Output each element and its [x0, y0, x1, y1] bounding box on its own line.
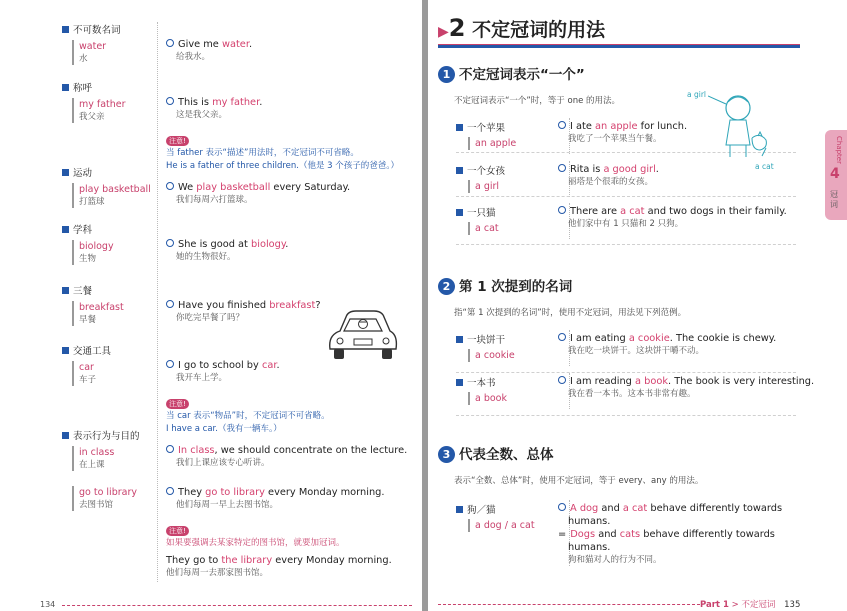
equals-sign: =: [558, 529, 567, 540]
footer-part: Part 1: [700, 600, 729, 610]
plain-text: There are: [570, 206, 621, 217]
example-sentence: [166, 238, 288, 251]
highlight-text: play basketball: [196, 182, 271, 193]
category-text: 表示行为与目的: [73, 431, 140, 442]
example-box: [558, 120, 687, 146]
square-bullet-icon: [62, 26, 69, 33]
bullet-icon: [166, 239, 174, 247]
category-label: [62, 428, 140, 442]
term-en: biology: [79, 241, 114, 252]
example-translation: 我开车上学。: [176, 373, 228, 383]
row-separator: [456, 415, 796, 416]
square-bullet-icon: [456, 167, 463, 174]
footer-topic: 不定冠词: [741, 600, 776, 610]
example-sentence: [166, 38, 252, 51]
note-head: [166, 518, 392, 537]
section-number-icon: 1: [438, 66, 455, 83]
example-box: [166, 238, 288, 264]
note-example: I have a car.（我有一辆车。）: [166, 424, 282, 434]
footer-rule: [62, 605, 412, 606]
example-translation: 他们家中有 1 只猫和 2 只狗。: [568, 219, 684, 229]
category-text: 一本书: [467, 378, 496, 389]
example-box: [166, 299, 321, 325]
term-en: a girl: [468, 180, 499, 193]
plain-text: I ate: [570, 121, 595, 132]
section-heading-text: 代表全数、总体: [459, 447, 554, 463]
term-en: in class: [79, 447, 115, 458]
category-text: 称呼: [73, 83, 93, 94]
term-zh: 车子: [79, 375, 97, 385]
footer-rule: [438, 604, 700, 605]
category-text: 狗／猫: [467, 505, 496, 516]
term-en: a cookie: [468, 349, 515, 362]
car-illustration: [322, 305, 400, 367]
example-continuation: humans.: [568, 542, 611, 553]
section-number-icon: 3: [438, 446, 455, 463]
category-label: [456, 205, 496, 219]
category-label: [456, 332, 505, 346]
example-sentence: [558, 332, 776, 345]
plain-text: every Monday morning.: [272, 555, 392, 566]
note-badge: 注意!: [166, 136, 189, 146]
square-bullet-icon: [62, 347, 69, 354]
bullet-icon: [166, 445, 174, 453]
plain-text: Give me: [178, 39, 222, 50]
note-badge: 注意!: [166, 399, 189, 409]
plain-text: ?: [315, 300, 321, 311]
example-sentence: [558, 375, 814, 388]
example-box: [166, 486, 392, 580]
example-sentence: [558, 502, 782, 515]
example-continuation: humans.: [568, 516, 611, 527]
bullet-icon: [166, 97, 174, 105]
category-text: 一个女孩: [467, 166, 506, 177]
square-bullet-icon: [456, 379, 463, 386]
plain-text: .: [248, 39, 253, 50]
title-rule-accent: [438, 44, 800, 45]
example-sentence: [558, 120, 687, 133]
term-zh: 打篮球: [79, 197, 105, 207]
term-en: a book: [468, 392, 507, 405]
footer: [700, 598, 800, 610]
right-page: [428, 0, 847, 611]
example-translation: 她的生物很好。: [176, 252, 236, 262]
category-text: 一只猫: [467, 208, 496, 219]
category-text: 一块饼干: [467, 335, 506, 346]
example-translation: 我吃了一个苹果当午餐。: [568, 134, 662, 144]
column-divider: [157, 22, 158, 582]
example-sentence: [558, 205, 787, 218]
note-text: 当 father 表示“描述”用法时，不定冠词不可省略。: [166, 148, 359, 158]
section-intro: 表示“全数、总体”时，使用不定冠词，等于 every、any 的用法。: [454, 476, 704, 486]
square-bullet-icon: [62, 287, 69, 294]
highlight-text: a cookie: [628, 333, 670, 344]
term: [72, 486, 137, 511]
term: [72, 98, 126, 123]
row-separator: [456, 244, 796, 245]
highlight-text: the library: [221, 555, 273, 566]
category-label: [456, 502, 496, 516]
term-zh: 我父亲: [79, 112, 105, 122]
plain-text: I am reading: [570, 376, 635, 387]
term-en: a dog / a cat: [468, 519, 535, 532]
example-box: [558, 205, 787, 231]
plain-text: .: [259, 97, 263, 108]
category-label: [456, 120, 505, 134]
square-bullet-icon: [62, 84, 69, 91]
example-box: [558, 375, 814, 401]
highlight-text: an apple: [595, 121, 638, 132]
square-bullet-icon: [62, 432, 69, 439]
highlight-text: my father: [212, 97, 260, 108]
category-text: 一个苹果: [467, 123, 506, 134]
term-zh: 去图书馆: [79, 500, 114, 510]
square-bullet-icon: [456, 336, 463, 343]
bullet-icon: [166, 300, 174, 308]
chapter-label: Chapter: [835, 136, 843, 164]
plain-text: I am eating: [570, 333, 629, 344]
term: [72, 446, 114, 471]
highlight-text: a book: [635, 376, 668, 387]
category-text: 交通工具: [73, 346, 112, 357]
title-text: 不定冠词的用法: [472, 19, 606, 41]
bullet-icon: [558, 376, 566, 384]
example-translation: 我在吃一块饼干。这块饼干嚼不动。: [568, 346, 705, 356]
highlight-text: water: [221, 39, 249, 50]
note-example: He is a father of three children.（他是 3 个孩子的爸爸。）: [166, 161, 400, 171]
example-translation: 丽塔是个很乖的女孩。: [568, 177, 654, 187]
example-box: [166, 96, 399, 173]
highlight-text: In class: [178, 445, 215, 456]
square-bullet-icon: [456, 209, 463, 216]
chapter-tab[interactable]: [825, 130, 847, 220]
example-translation: 我们上课应该专心听讲。: [176, 458, 270, 468]
plain-text: I go to school by: [178, 360, 262, 371]
category-label: [62, 343, 111, 357]
term-en: my father: [79, 99, 126, 110]
note-translation: 他们每周一去那家图书馆。: [166, 568, 269, 578]
highlight-text: a cat: [622, 503, 648, 514]
page-number: 134: [40, 600, 56, 609]
section-heading: [438, 275, 572, 295]
term-en: play basketball: [79, 184, 151, 195]
plain-text: They: [178, 487, 206, 498]
bullet-icon: [558, 121, 566, 129]
term-en: a cat: [468, 222, 499, 235]
plain-text: .: [655, 164, 659, 175]
bullet-icon: [166, 487, 174, 495]
example-sentence: [166, 444, 407, 457]
term-zh: 生物: [79, 254, 97, 264]
plain-text: Rita is: [570, 164, 604, 175]
bullet-icon: [166, 360, 174, 368]
term-zh: 早餐: [79, 315, 97, 325]
category-text: 运动: [73, 168, 93, 179]
term: [72, 183, 151, 208]
example-sentence: [558, 163, 659, 176]
plain-text: and: [595, 529, 620, 540]
plain-text: every Monday morning.: [264, 487, 385, 498]
note-head: [166, 391, 330, 410]
example-translation: 你吃完早餐了吗？: [176, 313, 245, 323]
girl-and-cat-illustration: [708, 90, 778, 170]
chapter-number: 4: [830, 166, 840, 182]
square-bullet-icon: [456, 124, 463, 131]
highlight-text: a good girl: [603, 164, 656, 175]
note-text: 当 car 表示“物品”时，不定冠词不可省略。: [166, 411, 330, 421]
bullet-icon: [558, 503, 566, 511]
example-box: [558, 502, 782, 567]
note-badge: 注意!: [166, 526, 189, 536]
plain-text: , we should concentrate on the lecture.: [214, 445, 408, 456]
square-bullet-icon: [456, 506, 463, 513]
section-heading-text: 第 1 次提到的名词: [459, 279, 573, 295]
plain-text: . The book is very interesting.: [668, 376, 815, 387]
category-label: [62, 165, 92, 179]
highlight-text: a cat: [620, 206, 645, 217]
bullet-icon: [558, 333, 566, 341]
highlight-text: go to library: [205, 487, 265, 498]
bullet-icon: [558, 206, 566, 214]
plain-text: .: [276, 360, 280, 371]
cat-label: a cat: [755, 162, 774, 171]
left-page: [0, 0, 422, 611]
title-number: 2: [448, 14, 466, 42]
plain-text: for lunch.: [637, 121, 688, 132]
example-sentence: [166, 181, 350, 194]
example-box: [166, 38, 252, 64]
term-en: an apple: [468, 137, 516, 150]
example-box: [166, 359, 330, 436]
plain-text: behave differently towards: [640, 529, 775, 540]
example-sentence: [166, 299, 321, 312]
plain-text: This is: [178, 97, 213, 108]
section-heading-text: 不定冠词表示“一个”: [459, 67, 585, 83]
term: [72, 40, 106, 65]
highlight-text: cats: [619, 529, 641, 540]
title-arrow-icon: ▶: [438, 24, 449, 40]
term: [72, 240, 114, 265]
example-translation: 狗和猫对人的行为不同。: [568, 555, 662, 565]
plain-text: She is good at: [178, 239, 252, 250]
plain-text: We: [178, 182, 197, 193]
bullet-icon: [166, 39, 174, 47]
category-label: [62, 283, 92, 297]
category-text: 不可数名词: [73, 25, 121, 36]
category-label: [456, 375, 496, 389]
section-intro: 指“第 1 次提到的名词”时，使用不定冠词，用法见下列范例。: [454, 308, 687, 318]
term-zh: 水: [79, 54, 88, 64]
plain-text: . The cookie is chewy.: [669, 333, 777, 344]
example-box: [558, 332, 776, 358]
page-number: 135: [784, 600, 801, 610]
equivalent-sentence: [558, 528, 782, 541]
girl-label: a girl: [687, 90, 706, 99]
chapter-topic: 冠词: [830, 190, 838, 209]
term-en: car: [79, 362, 94, 373]
square-bullet-icon: [62, 226, 69, 233]
term-en: water: [79, 41, 107, 52]
term-en: breakfast: [79, 302, 124, 313]
note-example: [166, 554, 392, 567]
term-en: go to library: [79, 487, 137, 498]
bullet-icon: [558, 164, 566, 172]
category-text: 学科: [73, 225, 93, 236]
note-head: [166, 128, 399, 147]
section-number-icon: 2: [438, 278, 455, 295]
term-zh: 在上课: [79, 460, 105, 470]
example-sentence: [166, 359, 330, 372]
plain-text: behave differently towards: [647, 503, 783, 514]
example-sentence: [166, 96, 399, 109]
section-heading: [438, 443, 554, 463]
example-box: [558, 163, 659, 189]
section-intro: 不定冠词表示“一个”时，等于 one 的用法。: [454, 96, 621, 106]
page-title: [438, 14, 605, 42]
category-label: [62, 80, 92, 94]
example-translation: 我在看一本书。这本书非常有趣。: [568, 389, 696, 399]
category-label: [62, 22, 121, 36]
note-text: 如果要强调去某家特定的图书馆，就要加冠词。: [166, 538, 345, 548]
category-text: 三餐: [73, 286, 93, 297]
row-separator: [456, 196, 796, 197]
term: [72, 361, 96, 386]
plain-text: .: [285, 239, 289, 250]
plain-text: and: [598, 503, 623, 514]
highlight-text: A dog: [570, 503, 599, 514]
square-bullet-icon: [62, 169, 69, 176]
term: [72, 301, 124, 326]
highlight-text: car: [261, 360, 277, 371]
category-label: [62, 222, 92, 236]
plain-text: Have you finished: [178, 300, 270, 311]
example-translation: 我们每周六打篮球。: [176, 195, 253, 205]
section-heading: [438, 63, 585, 83]
example-translation: 他们每周一早上去图书馆。: [176, 500, 279, 510]
example-sentence: [166, 486, 392, 499]
highlight-text: biology: [251, 239, 286, 250]
example-translation: 这是我父亲。: [176, 110, 228, 120]
category-label: [456, 163, 505, 177]
example-box: [166, 444, 407, 470]
bullet-icon: [166, 182, 174, 190]
plain-text: every Saturday.: [270, 182, 351, 193]
plain-text: They go to: [166, 555, 222, 566]
footer-separator: >: [731, 600, 739, 610]
example-translation: 给我水。: [176, 52, 211, 62]
highlight-text: Dogs: [570, 529, 596, 540]
example-box: [166, 181, 350, 207]
highlight-text: breakfast: [269, 300, 316, 311]
row-separator: [456, 372, 796, 373]
plain-text: and two dogs in their family.: [644, 206, 787, 217]
